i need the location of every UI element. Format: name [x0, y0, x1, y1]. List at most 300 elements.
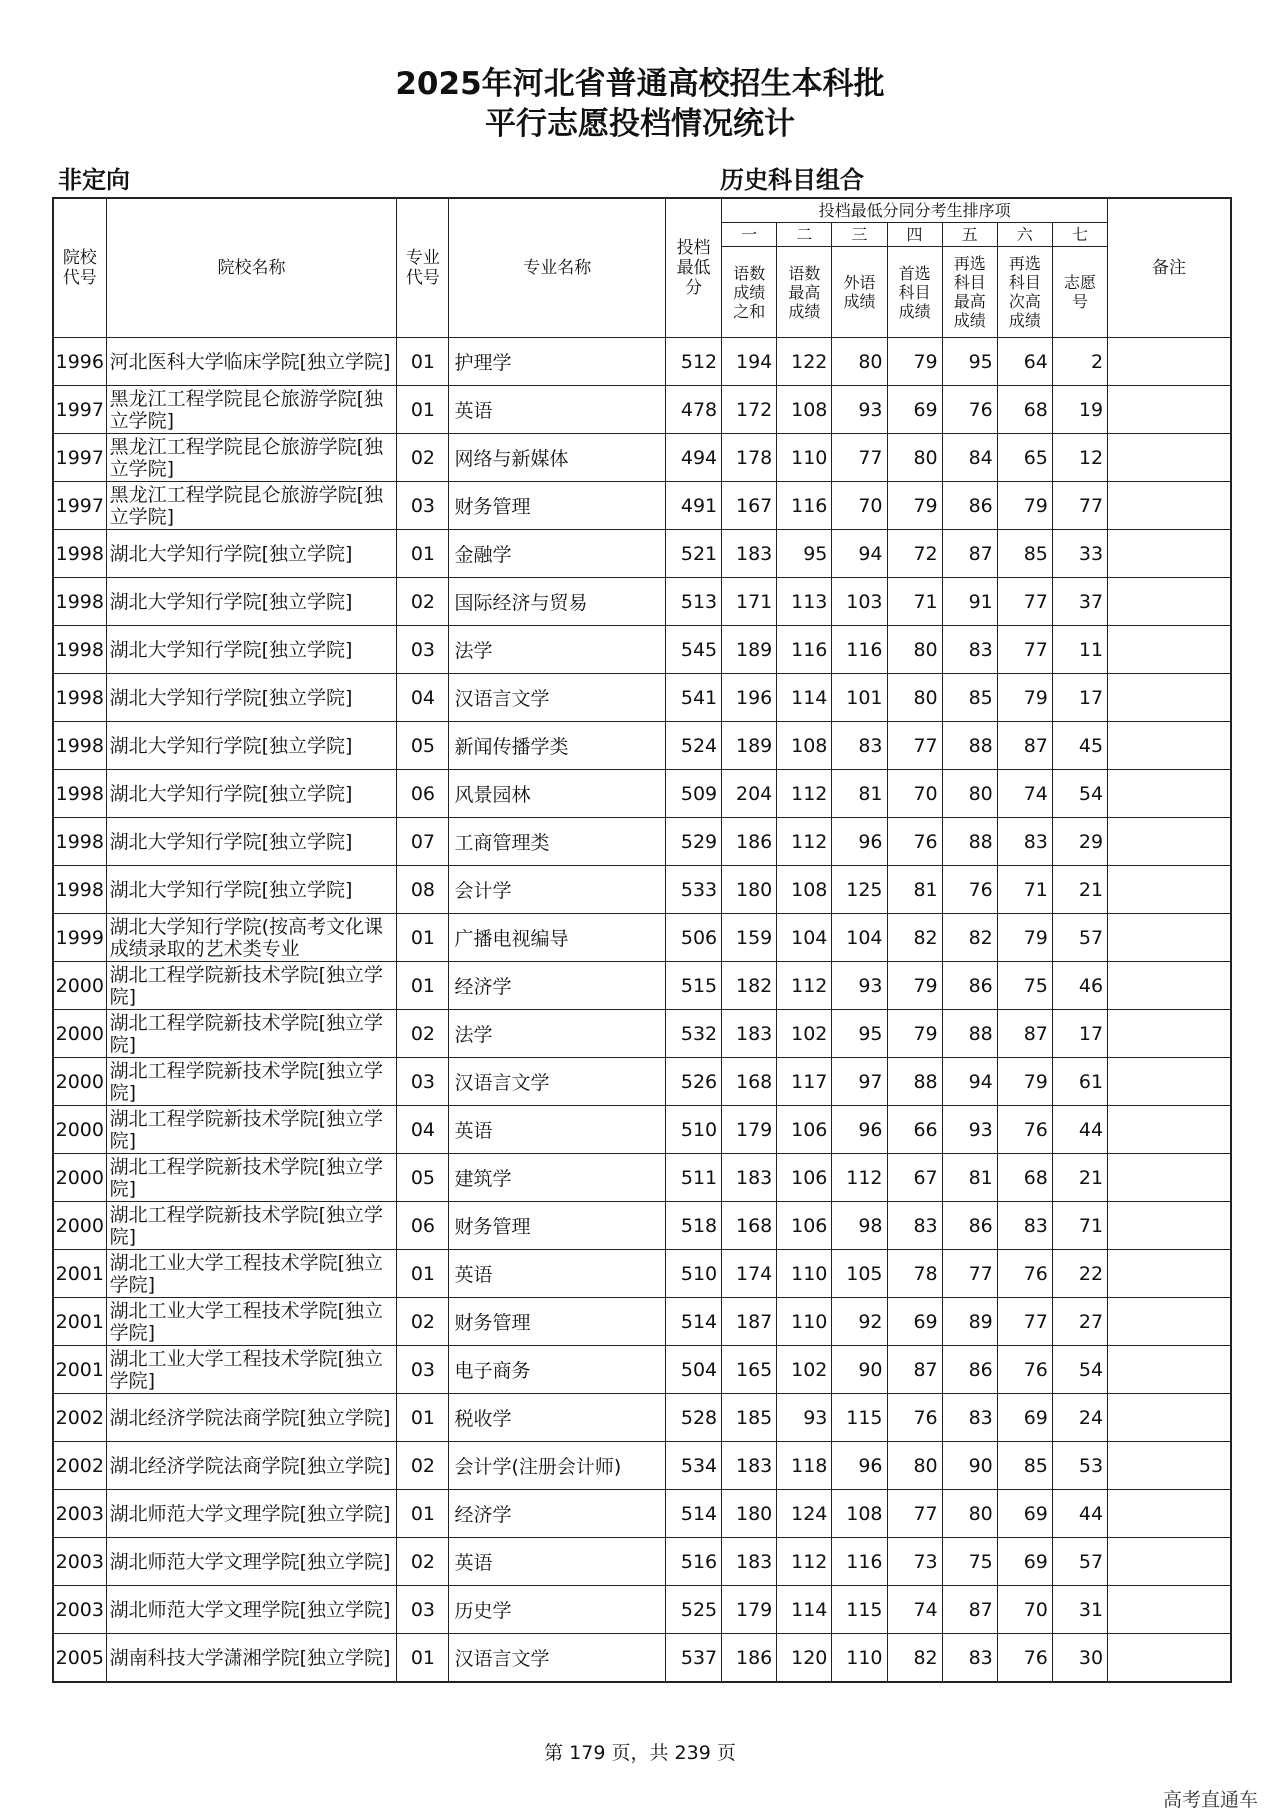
- cell-top-score: 112: [777, 818, 832, 866]
- cell-preference-no: 57: [1052, 1538, 1107, 1586]
- cell-school-name: 湖北大学知行学院[独立学院]: [106, 626, 397, 674]
- table-row: [53, 482, 1231, 530]
- header-order-item-5: 再选科目最高成绩: [942, 247, 997, 338]
- cell-major-name: 英语: [449, 1106, 666, 1154]
- cell-school-name: 黑龙江工程学院昆仑旅游学院[独立学院]: [106, 434, 397, 482]
- cell-foreign-language: 93: [832, 386, 887, 434]
- cell-elective-second: 79: [997, 482, 1052, 530]
- cell-school-code: 1998: [53, 770, 106, 818]
- cell-top-score: 116: [777, 626, 832, 674]
- cell-score-sum: 180: [722, 1490, 777, 1538]
- cell-elective-top: 81: [942, 1154, 997, 1202]
- cell-elective-second: 75: [997, 962, 1052, 1010]
- cell-elective-second: 77: [997, 578, 1052, 626]
- cell-elective-second: 76: [997, 1106, 1052, 1154]
- cell-top-score: 116: [777, 482, 832, 530]
- cell-top-score: 118: [777, 1442, 832, 1490]
- cell-school-code: 1998: [53, 818, 106, 866]
- cell-score-sum: 187: [722, 1298, 777, 1346]
- cell-school-code: 2005: [53, 1634, 106, 1683]
- cell-school-code: 1997: [53, 386, 106, 434]
- cell-elective-top: 88: [942, 818, 997, 866]
- cell-school-code: 2000: [53, 1154, 106, 1202]
- cell-elective-top: 83: [942, 626, 997, 674]
- cell-preference-no: 21: [1052, 1154, 1107, 1202]
- cell-first-subject: 79: [887, 1010, 942, 1058]
- header-order-2: 二: [777, 223, 832, 247]
- cell-foreign-language: 116: [832, 1538, 887, 1586]
- cell-score-sum: 180: [722, 866, 777, 914]
- cell-school-name: 湖北工程学院新技术学院[独立学院]: [106, 1202, 397, 1250]
- cell-first-subject: 73: [887, 1538, 942, 1586]
- cell-remarks: [1108, 1010, 1231, 1058]
- cell-remarks: [1108, 818, 1231, 866]
- cell-major-code: 01: [397, 914, 449, 962]
- table-row: [53, 434, 1231, 482]
- cell-elective-second: 85: [997, 530, 1052, 578]
- cell-foreign-language: 90: [832, 1346, 887, 1394]
- table-row: [53, 818, 1231, 866]
- cell-elective-second: 65: [997, 434, 1052, 482]
- cell-elective-top: 91: [942, 578, 997, 626]
- cell-major-code: 02: [397, 1010, 449, 1058]
- cell-score-sum: 183: [722, 1010, 777, 1058]
- cell-major-code: 03: [397, 1058, 449, 1106]
- table-row: [53, 1394, 1231, 1442]
- cell-preference-no: 29: [1052, 818, 1107, 866]
- cell-elective-second: 77: [997, 1298, 1052, 1346]
- cell-score-sum: 172: [722, 386, 777, 434]
- cell-school-name: 湖北经济学院法商学院[独立学院]: [106, 1442, 397, 1490]
- cell-top-score: 120: [777, 1634, 832, 1683]
- cell-remarks: [1108, 1154, 1231, 1202]
- cell-remarks: [1108, 338, 1231, 386]
- cell-score-sum: 196: [722, 674, 777, 722]
- cell-school-name: 湖北大学知行学院[独立学院]: [106, 818, 397, 866]
- cell-remarks: [1108, 1250, 1231, 1298]
- table-row: [53, 674, 1231, 722]
- cell-top-score: 102: [777, 1010, 832, 1058]
- cell-remarks: [1108, 1490, 1231, 1538]
- cell-score-sum: 183: [722, 1442, 777, 1490]
- cell-foreign-language: 116: [832, 626, 887, 674]
- cell-foreign-language: 96: [832, 1442, 887, 1490]
- cell-elective-second: 87: [997, 722, 1052, 770]
- cell-top-score: 124: [777, 1490, 832, 1538]
- cell-elective-top: 84: [942, 434, 997, 482]
- cell-top-score: 114: [777, 1586, 832, 1634]
- cell-school-code: 2001: [53, 1346, 106, 1394]
- cell-major-name: 汉语言文学: [449, 1634, 666, 1683]
- cell-school-name: 湖北大学知行学院[独立学院]: [106, 674, 397, 722]
- table-row: [53, 962, 1231, 1010]
- cell-elective-top: 77: [942, 1250, 997, 1298]
- cell-first-subject: 79: [887, 482, 942, 530]
- cell-min-score: 537: [666, 1634, 722, 1683]
- cell-major-name: 经济学: [449, 1490, 666, 1538]
- cell-min-score: 504: [666, 1346, 722, 1394]
- cell-major-code: 08: [397, 866, 449, 914]
- cell-first-subject: 79: [887, 962, 942, 1010]
- cell-major-code: 04: [397, 674, 449, 722]
- cell-preference-no: 12: [1052, 434, 1107, 482]
- cell-school-code: 2000: [53, 1106, 106, 1154]
- cell-first-subject: 74: [887, 1586, 942, 1634]
- cell-major-name: 金融学: [449, 530, 666, 578]
- cell-remarks: [1108, 626, 1231, 674]
- cell-elective-second: 87: [997, 1010, 1052, 1058]
- cell-elective-top: 93: [942, 1106, 997, 1154]
- cell-major-code: 05: [397, 1154, 449, 1202]
- cell-score-sum: 189: [722, 626, 777, 674]
- cell-top-score: 112: [777, 770, 832, 818]
- cell-elective-second: 68: [997, 386, 1052, 434]
- cell-major-name: 英语: [449, 1538, 666, 1586]
- cell-preference-no: 27: [1052, 1298, 1107, 1346]
- cell-school-code: 2003: [53, 1586, 106, 1634]
- table-row: [53, 1538, 1231, 1586]
- cell-major-code: 01: [397, 1250, 449, 1298]
- cell-elective-top: 76: [942, 386, 997, 434]
- cell-elective-top: 87: [942, 1586, 997, 1634]
- cell-elective-second: 79: [997, 674, 1052, 722]
- header-order-item-7: 志愿号: [1052, 247, 1107, 338]
- cell-school-name: 湖北大学知行学院[独立学院]: [106, 866, 397, 914]
- cell-elective-top: 86: [942, 1346, 997, 1394]
- cell-first-subject: 87: [887, 1346, 942, 1394]
- cell-preference-no: 31: [1052, 1586, 1107, 1634]
- header-order-item-3: 外语成绩: [832, 247, 887, 338]
- cell-min-score: 528: [666, 1394, 722, 1442]
- cell-major-name: 税收学: [449, 1394, 666, 1442]
- cell-min-score: 511: [666, 1154, 722, 1202]
- cell-first-subject: 70: [887, 770, 942, 818]
- cell-foreign-language: 96: [832, 1106, 887, 1154]
- cell-school-code: 1998: [53, 626, 106, 674]
- cell-remarks: [1108, 1202, 1231, 1250]
- cell-first-subject: 71: [887, 578, 942, 626]
- cell-school-code: 2003: [53, 1490, 106, 1538]
- cell-major-name: 法学: [449, 626, 666, 674]
- cell-school-code: 1997: [53, 434, 106, 482]
- cell-school-name: 湖北工业大学工程技术学院[独立学院]: [106, 1298, 397, 1346]
- cell-major-code: 03: [397, 626, 449, 674]
- cell-score-sum: 186: [722, 1634, 777, 1683]
- cell-preference-no: 19: [1052, 386, 1107, 434]
- cell-first-subject: 72: [887, 530, 942, 578]
- cell-first-subject: 77: [887, 722, 942, 770]
- cell-elective-second: 85: [997, 1442, 1052, 1490]
- cell-major-name: 网络与新媒体: [449, 434, 666, 482]
- cell-first-subject: 80: [887, 1442, 942, 1490]
- cell-major-name: 英语: [449, 386, 666, 434]
- cell-foreign-language: 110: [832, 1634, 887, 1683]
- header-school-code: 院校代号: [53, 198, 106, 338]
- table-row: [53, 1058, 1231, 1106]
- cell-major-name: 会计学: [449, 866, 666, 914]
- cell-preference-no: 11: [1052, 626, 1107, 674]
- cell-remarks: [1108, 530, 1231, 578]
- cell-remarks: [1108, 1538, 1231, 1586]
- header-remarks: 备注: [1108, 198, 1231, 338]
- cell-score-sum: 174: [722, 1250, 777, 1298]
- cell-elective-top: 76: [942, 866, 997, 914]
- cell-foreign-language: 112: [832, 1154, 887, 1202]
- cell-elective-top: 86: [942, 1202, 997, 1250]
- cell-first-subject: 80: [887, 626, 942, 674]
- cell-major-code: 01: [397, 1490, 449, 1538]
- cell-first-subject: 78: [887, 1250, 942, 1298]
- cell-foreign-language: 97: [832, 1058, 887, 1106]
- cell-elective-second: 69: [997, 1490, 1052, 1538]
- cell-preference-no: 21: [1052, 866, 1107, 914]
- cell-min-score: 533: [666, 866, 722, 914]
- cell-top-score: 108: [777, 866, 832, 914]
- cell-major-name: 风景园林: [449, 770, 666, 818]
- header-order-4: 四: [887, 223, 942, 247]
- cell-first-subject: 67: [887, 1154, 942, 1202]
- cell-major-name: 广播电视编导: [449, 914, 666, 962]
- cell-preference-no: 22: [1052, 1250, 1107, 1298]
- cell-elective-second: 69: [997, 1538, 1052, 1586]
- header-order-3: 三: [832, 223, 887, 247]
- cell-first-subject: 76: [887, 818, 942, 866]
- cell-major-code: 03: [397, 1346, 449, 1394]
- table-row: [53, 1202, 1231, 1250]
- cell-first-subject: 80: [887, 674, 942, 722]
- cell-min-score: 478: [666, 386, 722, 434]
- cell-preference-no: 45: [1052, 722, 1107, 770]
- table-row: [53, 1010, 1231, 1058]
- cell-major-code: 06: [397, 1202, 449, 1250]
- cell-first-subject: 69: [887, 386, 942, 434]
- cell-remarks: [1108, 770, 1231, 818]
- cell-major-code: 02: [397, 434, 449, 482]
- cell-foreign-language: 96: [832, 818, 887, 866]
- cell-school-code: 2002: [53, 1442, 106, 1490]
- cell-foreign-language: 98: [832, 1202, 887, 1250]
- cell-score-sum: 183: [722, 1538, 777, 1586]
- cell-min-score: 514: [666, 1298, 722, 1346]
- cell-major-code: 05: [397, 722, 449, 770]
- cell-major-code: 02: [397, 578, 449, 626]
- cell-elective-top: 80: [942, 1490, 997, 1538]
- cell-school-name: 湖北大学知行学院[独立学院]: [106, 722, 397, 770]
- cell-remarks: [1108, 1634, 1231, 1683]
- cell-elective-second: 76: [997, 1634, 1052, 1683]
- cell-school-code: 1998: [53, 530, 106, 578]
- cell-min-score: 541: [666, 674, 722, 722]
- cell-elective-top: 94: [942, 1058, 997, 1106]
- header-order-1: 一: [722, 223, 777, 247]
- cell-top-score: 93: [777, 1394, 832, 1442]
- table-row: [53, 722, 1231, 770]
- cell-remarks: [1108, 914, 1231, 962]
- cell-remarks: [1108, 578, 1231, 626]
- cell-school-name: 湖北工业大学工程技术学院[独立学院]: [106, 1250, 397, 1298]
- cell-first-subject: 69: [887, 1298, 942, 1346]
- cell-score-sum: 179: [722, 1106, 777, 1154]
- cell-first-subject: 77: [887, 1490, 942, 1538]
- cell-school-name: 黑龙江工程学院昆仑旅游学院[独立学院]: [106, 386, 397, 434]
- cell-elective-top: 90: [942, 1442, 997, 1490]
- cell-school-name: 湖北工程学院新技术学院[独立学院]: [106, 1010, 397, 1058]
- cell-preference-no: 57: [1052, 914, 1107, 962]
- document-title-line2: 平行志愿投档情况统计: [485, 106, 795, 142]
- table-row: [53, 1586, 1231, 1634]
- cell-remarks: [1108, 1346, 1231, 1394]
- cell-school-code: 2000: [53, 1058, 106, 1106]
- table-row: [53, 1298, 1231, 1346]
- table-row: [53, 770, 1231, 818]
- cell-major-name: 工商管理类: [449, 818, 666, 866]
- cell-elective-second: 76: [997, 1346, 1052, 1394]
- cell-school-name: 湖北工程学院新技术学院[独立学院]: [106, 1154, 397, 1202]
- cell-school-name: 湖北工程学院新技术学院[独立学院]: [106, 962, 397, 1010]
- table-row: [53, 1346, 1231, 1394]
- cell-foreign-language: 81: [832, 770, 887, 818]
- cell-school-name: 湖北师范大学文理学院[独立学院]: [106, 1490, 397, 1538]
- table-row: [53, 386, 1231, 434]
- cell-elective-top: 83: [942, 1634, 997, 1683]
- cell-elective-top: 86: [942, 482, 997, 530]
- cell-school-name: 湖北大学知行学院[独立学院]: [106, 770, 397, 818]
- header-ranking-group: 投档最低分同分考生排序项: [722, 198, 1108, 223]
- header-order-5: 五: [942, 223, 997, 247]
- cell-min-score: 529: [666, 818, 722, 866]
- cell-elective-top: 86: [942, 962, 997, 1010]
- cell-elective-second: 69: [997, 1394, 1052, 1442]
- cell-major-name: 汉语言文学: [449, 1058, 666, 1106]
- cell-major-code: 02: [397, 1442, 449, 1490]
- table-row: [53, 1442, 1231, 1490]
- cell-foreign-language: 80: [832, 338, 887, 386]
- cell-major-name: 建筑学: [449, 1154, 666, 1202]
- cell-school-code: 1996: [53, 338, 106, 386]
- cell-min-score: 506: [666, 914, 722, 962]
- cell-major-name: 电子商务: [449, 1346, 666, 1394]
- cell-score-sum: 168: [722, 1202, 777, 1250]
- cell-top-score: 102: [777, 1346, 832, 1394]
- cell-remarks: [1108, 1394, 1231, 1442]
- cell-school-name: 湖北师范大学文理学院[独立学院]: [106, 1538, 397, 1586]
- cell-school-code: 2001: [53, 1250, 106, 1298]
- cell-first-subject: 83: [887, 1202, 942, 1250]
- cell-score-sum: 182: [722, 962, 777, 1010]
- cell-elective-second: 68: [997, 1154, 1052, 1202]
- cell-score-sum: 186: [722, 818, 777, 866]
- cell-foreign-language: 125: [832, 866, 887, 914]
- cell-preference-no: 17: [1052, 1010, 1107, 1058]
- cell-min-score: 532: [666, 1010, 722, 1058]
- table-row: [53, 866, 1231, 914]
- cell-remarks: [1108, 1586, 1231, 1634]
- cell-major-code: 06: [397, 770, 449, 818]
- cell-elective-second: 79: [997, 914, 1052, 962]
- cell-foreign-language: 93: [832, 962, 887, 1010]
- cell-min-score: 514: [666, 1490, 722, 1538]
- cell-preference-no: 54: [1052, 1346, 1107, 1394]
- cell-preference-no: 37: [1052, 578, 1107, 626]
- cell-school-name: 湖北工程学院新技术学院[独立学院]: [106, 1058, 397, 1106]
- cell-remarks: [1108, 1058, 1231, 1106]
- page-footer: 第 179 页，共 239 页: [544, 1742, 736, 1764]
- cell-remarks: [1108, 674, 1231, 722]
- cell-school-code: 1998: [53, 722, 106, 770]
- header-order-item-1: 语数成绩之和: [722, 247, 777, 338]
- cell-foreign-language: 108: [832, 1490, 887, 1538]
- admission-table: [52, 197, 1232, 1683]
- cell-major-name: 经济学: [449, 962, 666, 1010]
- cell-major-code: 01: [397, 530, 449, 578]
- cell-top-score: 114: [777, 674, 832, 722]
- cell-min-score: 545: [666, 626, 722, 674]
- cell-foreign-language: 115: [832, 1394, 887, 1442]
- cell-school-code: 2000: [53, 962, 106, 1010]
- cell-preference-no: 17: [1052, 674, 1107, 722]
- cell-elective-second: 79: [997, 1058, 1052, 1106]
- cell-foreign-language: 83: [832, 722, 887, 770]
- cell-elective-second: 74: [997, 770, 1052, 818]
- cell-preference-no: 53: [1052, 1442, 1107, 1490]
- cell-school-name: 湖北大学知行学院[独立学院]: [106, 530, 397, 578]
- cell-major-name: 国际经济与贸易: [449, 578, 666, 626]
- cell-top-score: 106: [777, 1154, 832, 1202]
- cell-major-code: 03: [397, 482, 449, 530]
- cell-first-subject: 79: [887, 338, 942, 386]
- table-row: [53, 1154, 1231, 1202]
- header-min-score: 投档最低分: [666, 198, 722, 338]
- cell-score-sum: 159: [722, 914, 777, 962]
- cell-foreign-language: 105: [832, 1250, 887, 1298]
- cell-major-code: 04: [397, 1106, 449, 1154]
- cell-preference-no: 46: [1052, 962, 1107, 1010]
- cell-min-score: 524: [666, 722, 722, 770]
- cell-school-code: 1997: [53, 482, 106, 530]
- cell-min-score: 491: [666, 482, 722, 530]
- cell-major-name: 新闻传播学类: [449, 722, 666, 770]
- cell-first-subject: 82: [887, 914, 942, 962]
- cell-school-code: 1998: [53, 866, 106, 914]
- cell-preference-no: 24: [1052, 1394, 1107, 1442]
- cell-preference-no: 61: [1052, 1058, 1107, 1106]
- cell-major-code: 01: [397, 1394, 449, 1442]
- cell-top-score: 108: [777, 722, 832, 770]
- cell-first-subject: 80: [887, 434, 942, 482]
- table-row: [53, 914, 1231, 962]
- cell-score-sum: 189: [722, 722, 777, 770]
- cell-min-score: 518: [666, 1202, 722, 1250]
- cell-min-score: 512: [666, 338, 722, 386]
- cell-remarks: [1108, 1106, 1231, 1154]
- cell-top-score: 122: [777, 338, 832, 386]
- cell-foreign-language: 115: [832, 1586, 887, 1634]
- watermark: 高考直通车: [1162, 1789, 1258, 1811]
- cell-school-name: 湖南科技大学潇湘学院[独立学院]: [106, 1634, 397, 1683]
- cell-top-score: 113: [777, 578, 832, 626]
- cell-score-sum: 194: [722, 338, 777, 386]
- cell-top-score: 110: [777, 434, 832, 482]
- cell-preference-no: 33: [1052, 530, 1107, 578]
- header-major-code: 专业代号: [397, 198, 449, 338]
- cell-school-name: 湖北师范大学文理学院[独立学院]: [106, 1586, 397, 1634]
- cell-elective-top: 83: [942, 1394, 997, 1442]
- cell-school-name: 湖北工程学院新技术学院[独立学院]: [106, 1106, 397, 1154]
- cell-min-score: 509: [666, 770, 722, 818]
- cell-elective-top: 88: [942, 722, 997, 770]
- cell-elective-top: 80: [942, 770, 997, 818]
- cell-major-name: 英语: [449, 1250, 666, 1298]
